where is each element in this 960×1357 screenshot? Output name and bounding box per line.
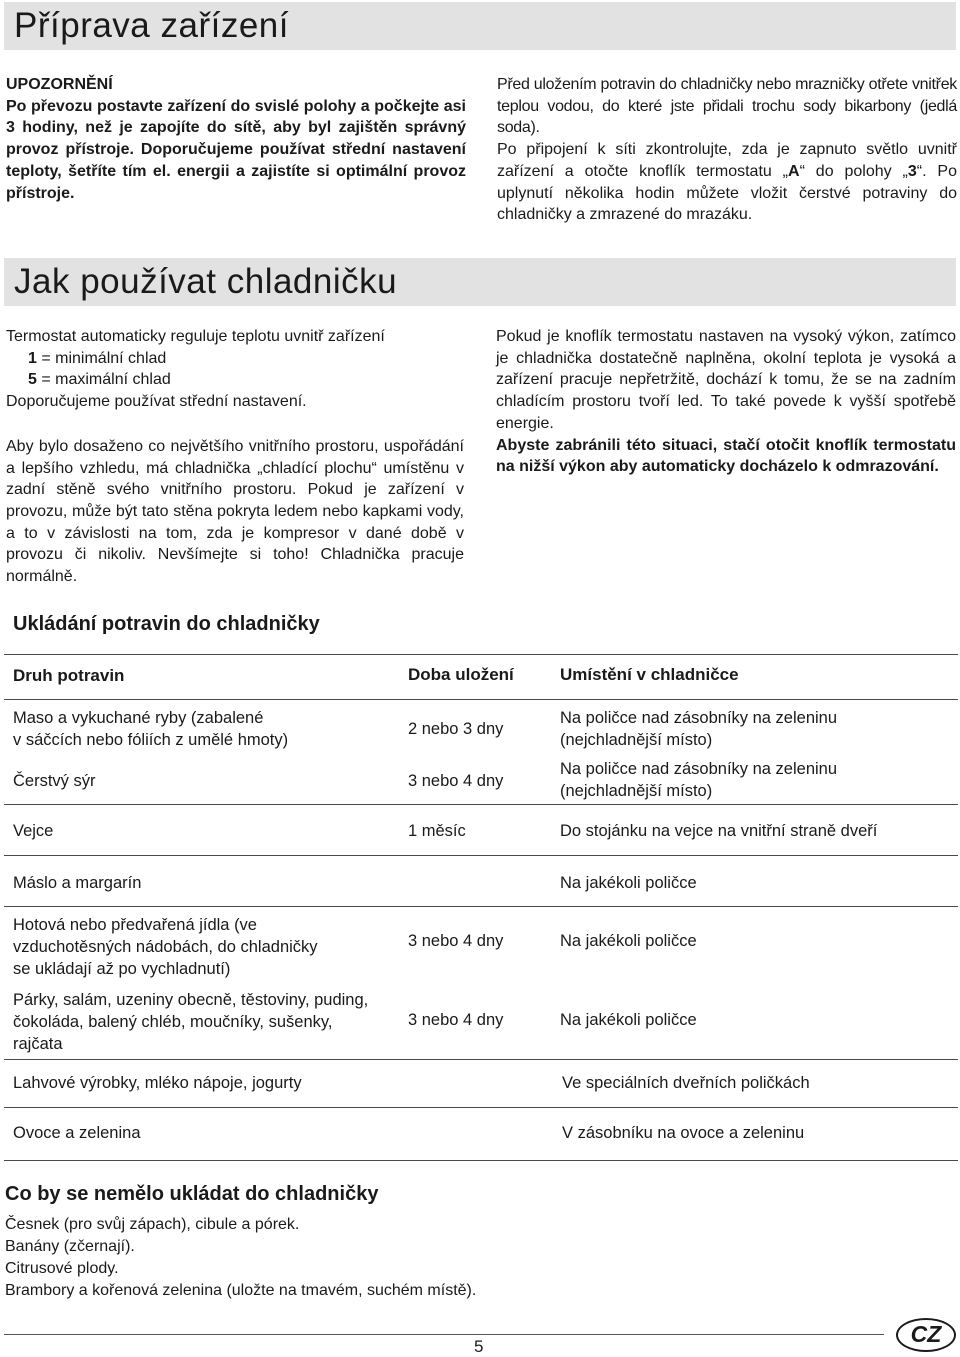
food-line: Maso a vykuchané ryby (zabalené	[13, 709, 264, 727]
max-number: 5	[28, 371, 37, 389]
food-cell: Máslo a margarín	[13, 874, 142, 892]
prep-text-part: “. Po uplynutí několika hodin můžete vložit čerstvé potraviny do chladničky a zmrazené do mrazáku.	[497, 162, 958, 224]
prep-paragraph-2	[497, 139, 957, 226]
header-place: Umístění v chladničce	[560, 665, 739, 684]
min-text: = minimální chlad	[36, 349, 167, 367]
prep-paragraph-1: Před uložením potravin do chladničky nebo mrazničky otřete vnitřek teplou vodou, do které jste přidali trochu sody bikarbony (jedlá soda).	[497, 76, 957, 137]
prep-text-part: “ do polohy „	[799, 162, 908, 180]
place-cell: Do stojánku na vejce na vnitřní straně dveří	[560, 822, 878, 840]
food-line: čokoláda, balený chléb, moučníky, sušenky,	[13, 1013, 333, 1031]
thermostat-min	[6, 348, 464, 370]
place-cell	[560, 707, 837, 751]
table-divider	[4, 804, 958, 805]
country-badge: CZ	[896, 1318, 956, 1352]
not-store-item: Citrusové plody.	[5, 1260, 119, 1277]
food-cell	[13, 707, 288, 751]
warning-block	[6, 74, 466, 204]
storage-title: Ukládání potravin do chladničky	[13, 613, 320, 635]
section-banner-usage: Jak používat chladničku	[4, 258, 956, 306]
table-divider	[4, 855, 958, 856]
high-setting-paragraph: Pokud je knoflík termostatu nastaven na vysoký výkon, zatímco je chladnička dostatečně naplněna, okolní teplota je vysoká a zařízení pracuje nepřetržitě, dochází k tomu, že se na zadním chladícím prostoru tvoří led. To také povede k vyšší spotřebě energie.	[496, 328, 956, 432]
place-cell: Ve speciálních dveřních poličkách	[562, 1074, 810, 1092]
usage-right-column	[496, 326, 956, 478]
preparation-block	[497, 74, 957, 226]
place-line: Na poličce nad zásobníky na zeleninu	[560, 709, 838, 727]
place-line: Na poličce nad zásobníky na zeleninu	[560, 760, 838, 778]
header-food: Druh potravin	[13, 666, 125, 685]
footer-divider	[4, 1334, 884, 1335]
not-store-item: Česnek (pro svůj zápach), cibule a pórek.	[5, 1216, 300, 1233]
place-cell: V zásobníku na ovoce a zeleninu	[562, 1124, 805, 1142]
warning-text: Po převozu postavte zařízení do svislé polohy a počkejte asi 3 hodiny, než je zapojíte do sítě, aby byl zajištěn správný provoz přístroje. Doporučujeme používat střední nastavení teploty, šetříte tím el. energii a zajistíte si optimální provoz přístroje.	[6, 97, 466, 202]
place-line: (nejchladnější místo)	[560, 782, 713, 800]
cooling-surface-paragraph: Aby bylo dosaženo co největšího vnitřního prostoru, uspořádání a lepšího vzhledu, má chladnička „chladící plochu“ umístěnu v zadní stěně svého vnitřního prostoru. Pokud je zařízení v provozu, může být tato stěna pokryta ledem nebo kapkami vody, a to v závislosti na tom, zda je kompresor v dané době v provozu či nikoliv. Nevšímejte si toho! Chladnička pracuje normálně.	[6, 437, 464, 586]
place-line: (nejchladnější místo)	[560, 731, 713, 749]
not-store-title: Co by se nemělo ukládat do chladničky	[5, 1183, 379, 1205]
thermostat-intro: Termostat automaticky reguluje teplotu uvnitř zařízení	[6, 328, 385, 345]
food-line: v sáčcích nebo fóliích z umělé hmoty)	[13, 731, 289, 749]
not-store-item: Brambory a kořenová zelenina (uložte na tmavém, suchém místě).	[5, 1282, 477, 1299]
table-divider	[4, 906, 958, 907]
table-divider	[4, 654, 958, 655]
usage-left-column	[6, 326, 464, 588]
food-line: Párky, salám, uzeniny obecně, těstoviny, puding,	[13, 991, 369, 1009]
min-number: 1	[28, 349, 37, 367]
food-cell	[13, 989, 368, 1055]
table-divider	[4, 1059, 958, 1060]
food-cell	[13, 914, 318, 980]
time-cell: 3 nebo 4 dny	[408, 1011, 504, 1029]
table-divider	[4, 699, 958, 700]
place-cell: Na jakékoli poličce	[560, 1011, 697, 1029]
food-line: vzduchotěsných nádobách, do chladničky	[13, 938, 318, 956]
max-text: = maximální chlad	[36, 371, 171, 389]
thermostat-position-a: A	[788, 162, 800, 180]
food-cell: Čerstvý sýr	[13, 772, 96, 790]
not-store-section	[5, 1183, 945, 1302]
time-cell: 2 nebo 3 dny	[408, 720, 504, 738]
table-divider	[4, 1160, 958, 1161]
section-banner-preparation: Příprava zařízení	[4, 2, 956, 50]
time-cell: 1 měsíc	[408, 822, 466, 840]
food-cell: Ovoce a zelenina	[13, 1124, 141, 1142]
thermostat-max	[6, 369, 464, 391]
place-cell	[560, 758, 837, 802]
food-line: Hotová nebo předvařená jídla (ve	[13, 916, 257, 934]
prep-text-part: Po připojení k síti zkontrolujte, zda je zapnuto světlo uvnitř zařízení a otočte knoflík termostatu „	[497, 141, 957, 180]
header-time: Doba uložení	[408, 665, 514, 684]
food-line: se ukládají až po vychladnutí)	[13, 960, 231, 978]
table-divider	[4, 1107, 958, 1108]
food-cell: Lahvové výrobky, mléko nápoje, jogurty	[13, 1074, 302, 1092]
food-cell: Vejce	[13, 822, 54, 840]
warning-title: UPOZORNĚNÍ	[6, 76, 113, 93]
thermostat-recommendation: Doporučujeme používat střední nastavení.	[6, 393, 307, 411]
place-cell: Na jakékoli poličce	[560, 932, 697, 950]
not-store-item: Banány (zčernají).	[5, 1238, 135, 1255]
food-line: rajčata	[13, 1035, 63, 1053]
time-cell: 3 nebo 4 dny	[408, 772, 504, 790]
place-cell: Na jakékoli poličce	[560, 874, 697, 892]
page-number: 5	[474, 1337, 484, 1356]
thermostat-position-3: 3	[907, 162, 917, 180]
time-cell: 3 nebo 4 dny	[408, 932, 504, 950]
defrost-advice: Abyste zabránili této situaci, stačí otočit knoflík termostatu na nižší výkon aby automaticky docházelo k odmrazování.	[496, 436, 956, 476]
